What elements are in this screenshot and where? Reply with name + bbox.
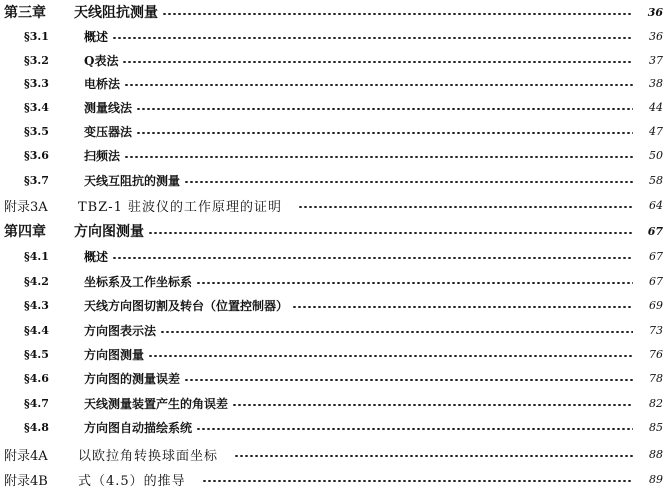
page-number: 50 xyxy=(649,148,663,162)
page-number: 47 xyxy=(649,124,663,138)
toc-row[interactable] xyxy=(0,49,669,71)
entry-number: §3.7 xyxy=(24,173,49,187)
dot-leader xyxy=(112,37,633,39)
entry-title: Q表法 xyxy=(84,53,119,68)
entry-title: 坐标系及工作坐标系 xyxy=(84,274,193,289)
dot-leader xyxy=(196,428,633,430)
dot-leader xyxy=(136,132,633,134)
page-number: 82 xyxy=(649,396,663,410)
page-number: 67 xyxy=(649,274,663,288)
toc-row[interactable] xyxy=(0,245,669,267)
page-number: 36 xyxy=(649,29,663,43)
toc-row[interactable] xyxy=(0,416,669,438)
entry-title: 电桥法 xyxy=(84,76,121,91)
entry-number: §3.4 xyxy=(24,100,49,114)
entry-number: §4.6 xyxy=(24,371,49,385)
page-number: 76 xyxy=(649,347,663,361)
entry-title: 方向图表示法 xyxy=(84,323,157,338)
dot-leader xyxy=(196,282,633,284)
toc-row[interactable] xyxy=(0,367,669,389)
page-number: 44 xyxy=(649,100,663,114)
toc-row[interactable] xyxy=(0,169,669,191)
page-number: 89 xyxy=(649,472,663,486)
page-number: 69 xyxy=(649,298,663,312)
entry-title: 天线阻抗测量 xyxy=(74,5,158,21)
toc-row[interactable] xyxy=(0,392,669,414)
entry-number: §4.2 xyxy=(24,274,49,288)
toc-row[interactable] xyxy=(0,120,669,142)
toc-row[interactable] xyxy=(0,1,669,23)
entry-number: §3.5 xyxy=(24,124,49,138)
toc-row[interactable] xyxy=(0,144,669,166)
toc-row[interactable] xyxy=(0,72,669,94)
dot-leader xyxy=(184,181,633,183)
entry-number: §4.8 xyxy=(24,420,49,434)
dot-leader xyxy=(232,404,633,406)
page-number: 88 xyxy=(649,447,663,461)
entry-number: 附录4B xyxy=(4,473,48,489)
dot-leader xyxy=(184,379,633,381)
dot-leader xyxy=(124,84,633,86)
page-number: 85 xyxy=(649,420,663,434)
entry-title: 天线方向图切割及转台（位置控制器） xyxy=(84,298,289,313)
toc-row[interactable] xyxy=(0,96,669,118)
toc-row[interactable] xyxy=(0,194,669,216)
entry-title: 概述 xyxy=(84,249,109,264)
entry-title: 方向图的测量误差 xyxy=(84,371,181,386)
entry-title: 天线互阻抗的测量 xyxy=(84,173,181,188)
dot-leader xyxy=(234,455,633,457)
entry-title: 以欧拉角转换球面坐标 xyxy=(78,448,219,464)
dot-leader xyxy=(202,480,633,482)
entry-title: 扫频法 xyxy=(84,148,121,163)
dot-leader xyxy=(112,257,633,259)
dot-leader xyxy=(122,61,633,63)
entry-title: 变压器法 xyxy=(84,124,133,139)
entry-title: 式（4.5）的推导 xyxy=(78,473,186,489)
toc-row[interactable] xyxy=(0,319,669,341)
toc-row[interactable] xyxy=(0,443,669,465)
toc-row[interactable] xyxy=(0,468,669,490)
dot-leader xyxy=(148,232,633,234)
page-number: 36 xyxy=(647,5,663,19)
entry-number: §4.3 xyxy=(24,298,49,312)
dot-leader xyxy=(124,156,633,158)
page-number: 64 xyxy=(649,198,663,212)
dot-leader xyxy=(148,355,633,357)
page-number: 78 xyxy=(649,371,663,385)
page-number: 58 xyxy=(649,173,663,187)
entry-number: §4.5 xyxy=(24,347,49,361)
dot-leader xyxy=(298,206,633,208)
page-number: 67 xyxy=(649,249,663,263)
dot-leader xyxy=(136,108,633,110)
entry-number: §3.2 xyxy=(24,53,49,67)
page-number: 37 xyxy=(649,53,663,67)
dot-leader xyxy=(160,331,633,333)
toc-row[interactable] xyxy=(0,294,669,316)
entry-number: §4.7 xyxy=(24,396,49,410)
entry-number: §3.1 xyxy=(24,29,49,43)
entry-title: 方向图自动描绘系统 xyxy=(84,420,193,435)
entry-title: 概述 xyxy=(84,29,109,44)
toc-row[interactable] xyxy=(0,343,669,365)
entry-title: 方向图测量 xyxy=(84,347,145,362)
dot-leader xyxy=(162,13,633,15)
entry-number: 附录4A xyxy=(4,448,48,464)
toc-row[interactable] xyxy=(0,25,669,47)
entry-title: TBZ-1 驻波仪的工作原理的证明 xyxy=(78,199,283,215)
toc-row[interactable] xyxy=(0,220,669,242)
entry-number: §4.1 xyxy=(24,249,49,263)
entry-number: 附录3A xyxy=(4,199,48,215)
entry-number: §4.4 xyxy=(24,323,49,337)
page-number: 38 xyxy=(649,76,663,90)
entry-title: 天线测量装置产生的角误差 xyxy=(84,396,229,411)
entry-title: 方向图测量 xyxy=(74,224,144,240)
entry-title: 测量线法 xyxy=(84,100,133,115)
entry-number: 第三章 xyxy=(4,5,46,21)
dot-leader xyxy=(292,306,633,308)
entry-number: 第四章 xyxy=(4,224,46,240)
page-number: 67 xyxy=(647,224,663,238)
entry-number: §3.3 xyxy=(24,76,49,90)
page-number: 73 xyxy=(649,323,663,337)
toc-row[interactable] xyxy=(0,270,669,292)
entry-number: §3.6 xyxy=(24,148,49,162)
